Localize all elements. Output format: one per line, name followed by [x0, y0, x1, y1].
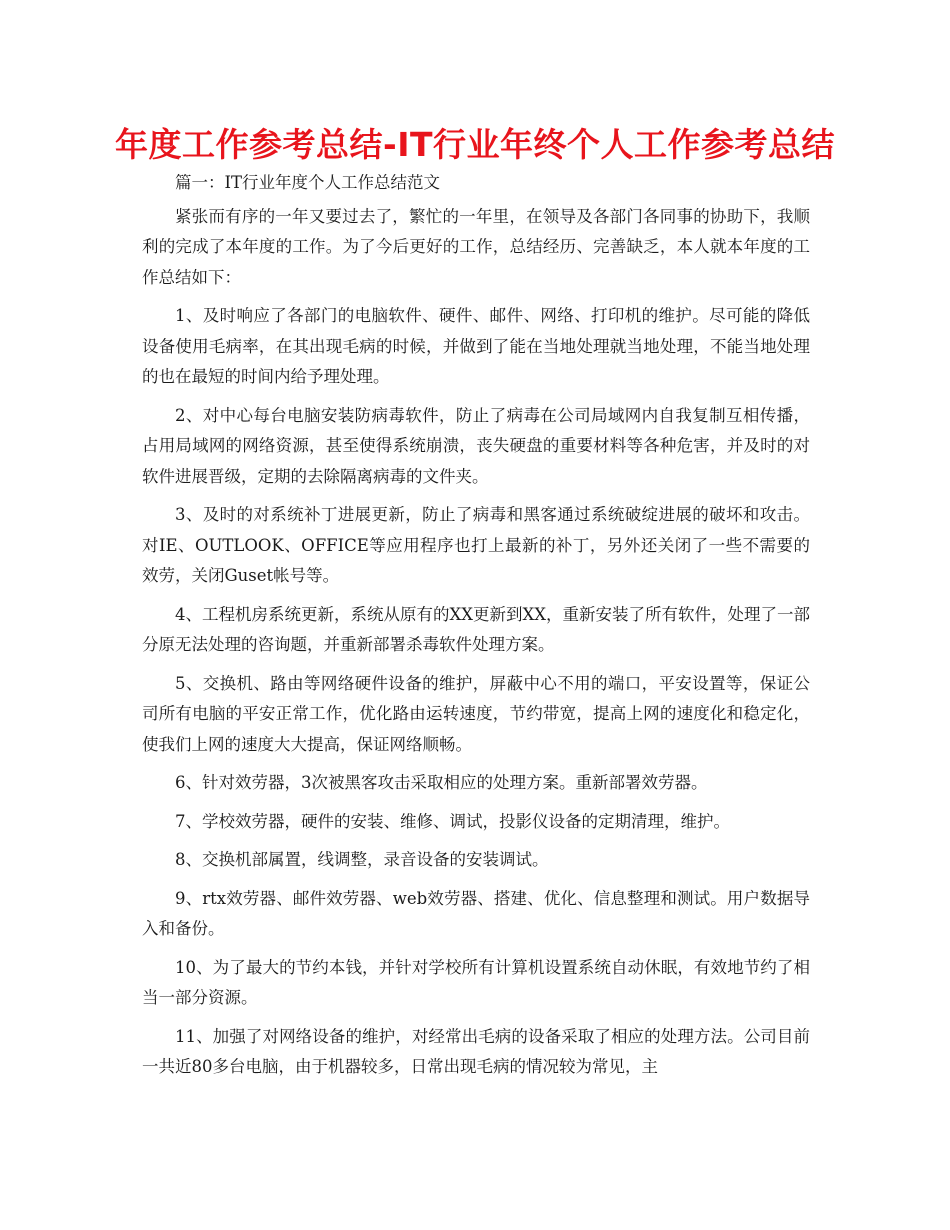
paragraph-item-10: 10、为了最大的节约本钱，并针对学校所有计算机设置系统自动休眠，有效地节约了相当一部分资源。 [142, 957, 810, 1007]
paragraph-item-6: 6、针对效劳器，3次被黑客攻击采取相应的处理方案。重新部署效劳器。 [175, 773, 708, 792]
paragraph-item-4: 4、工程机房系统更新，系统从原有的XX更新到XX，重新安装了所有软件，处理了一部分原无法处理的咨询题，并重新部署杀毒软件处理方案。 [142, 604, 810, 654]
paragraph-intro: 紧张而有序的一年又要过去了，繁忙的一年里，在领导及各部门各同事的协助下，我顺利的完成了本年度的工作。为了今后更好的工作，总结经历、完善缺乏，本人就本年度的工作总结如下： [142, 206, 810, 287]
section-subtitle: 篇一：IT行业年度个人工作总结范文 [175, 173, 441, 192]
paragraph-item-5: 5、交换机、路由等网络硬件设备的维护，屏蔽中心不用的端口，平安设置等，保证公司所有电脑的平安正常工作，优化路由运转速度，节约带宽，提高上网的速度化和稳定化，使我们上网的速度大大提高，保证网络顺畅。 [142, 673, 810, 754]
paragraph-item-1: 1、及时响应了各部门的电脑软件、硬件、邮件、网络、打印机的维护。尽可能的降低设备使用毛病率，在其出现毛病的时候，并做到了能在当地处理就当地处理，不能当地处理的也在最短的时间内给予理处理。 [142, 306, 810, 386]
paragraph-item-9: 9、rtx效劳器、邮件效劳器、web效劳器、搭建、优化、信息整理和测试。用户数据导入和备份。 [142, 888, 810, 938]
document-body [142, 168, 810, 1091]
paragraph-item-7: 7、学校效劳器，硬件的安装、维修、调试，投影仪设备的定期清理，维护。 [175, 811, 730, 831]
paragraph-item-2: 2、对中心每台电脑安装防病毒软件，防止了病毒在公司局域网内自我复制互相传播，占用局域网的网络资源，甚至使得系统崩溃，丧失硬盘的重要材料等各种危害，并及时的对软件进展晋级，定期的去除隔离病毒的文件夹。 [142, 405, 810, 486]
paragraph-item-3: 3、及时的对系统补丁进展更新，防止了病毒和黑客通过系统破绽进展的破坏和攻击。对IE、OUTLOOK、OFFICE等应用程序也打上最新的补丁，另外还关闭了一些不需要的效劳，关闭Guset帐号等。 [142, 505, 810, 585]
paragraph-item-11: 11、加强了对网络设备的维护，对经常出毛病的设备采取了相应的处理方法。公司目前一共近80多台电脑，由于机器较多，日常出现毛病的情况较为常见，主 [142, 1026, 810, 1076]
paragraph-item-8: 8、交换机部属置，线调整，录音设备的安装调试。 [175, 850, 549, 869]
document-title: 年度工作参考总结-IT行业年终个人工作参考总结 [115, 125, 835, 164]
